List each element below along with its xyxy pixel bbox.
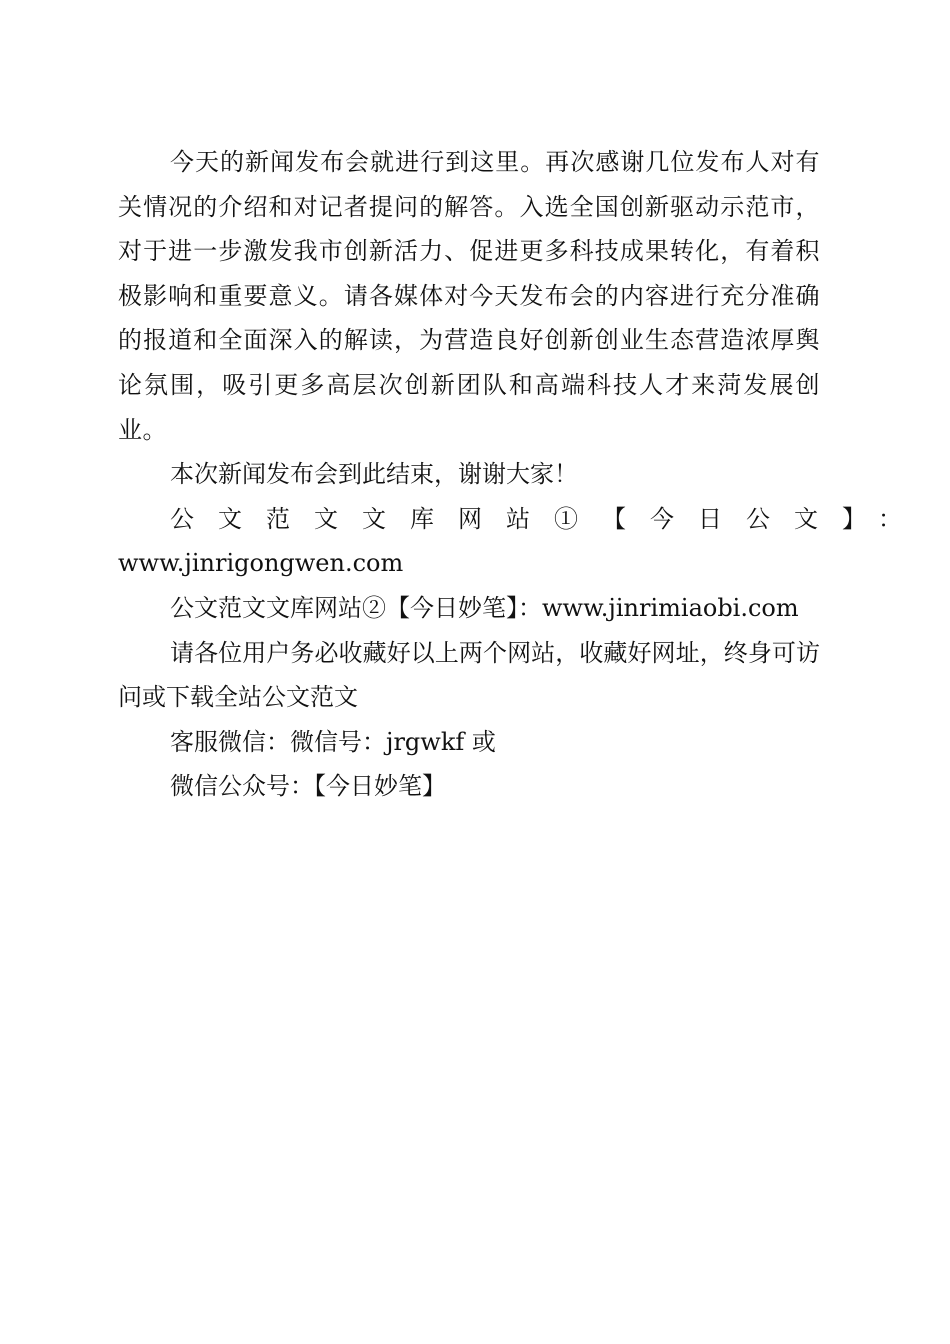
document-body <box>118 140 926 809</box>
site-1-label-row <box>118 497 926 542</box>
bookmark-notice: 请各位用户务必收藏好以上两个网站，收藏好网址，终身可访问或下载全站公文范文 <box>118 638 820 712</box>
wechat-public-account: 微信公众号：【今日妙笔】 <box>170 772 446 801</box>
closing-paragraph: 今天的新闻发布会就进行到这里。再次感谢几位发布人对有关情况的介绍和对记者提问的解答。入选全国创新驱动示范市，对于进一步激发我市创新活力、促进更多科技成果转化，有着积极影响和重要意义。请各媒体对今天发布会的内容进行充分准确的报道和全面深入的解读，为营造良好创新创业生态营造浓厚舆论氛围，吸引更多高层次创新团队和高端科技人才来菏发展创业。 <box>118 148 820 444</box>
wechat-service: 客服微信：微信号：jrgwkf 或 <box>170 727 496 756</box>
site-1-url[interactable]: www.jinrigongwen.com <box>118 549 404 578</box>
site-1-label: 公文范文文库网站①【今日公文】： <box>170 504 926 533</box>
site-2-line: 公文范文文库网站②【今日妙笔】：www.jinrimiaobi.com <box>170 593 799 622</box>
end-statement: 本次新闻发布会到此结束，谢谢大家！ <box>170 460 578 489</box>
